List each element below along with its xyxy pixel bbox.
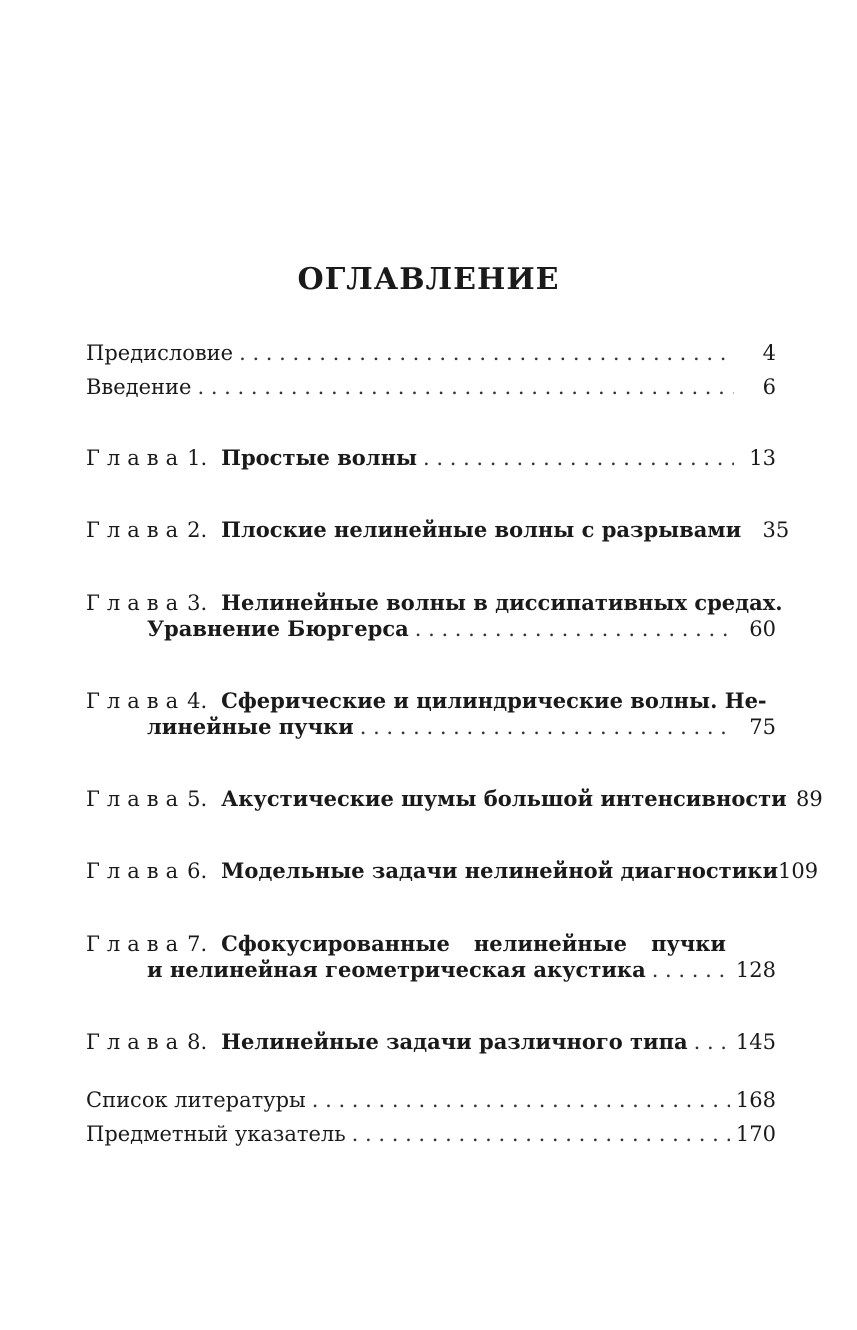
toc-page-number: 170 — [735, 1122, 776, 1146]
dot-leader — [239, 340, 734, 366]
chapter-prefix: Глава — [86, 1030, 186, 1054]
chapter-title — [221, 931, 726, 957]
chapter-title-continued: Уравнение Бюргерса — [147, 616, 409, 641]
toc-entry-chapter-3-cont[interactable] — [147, 616, 776, 642]
chapter-prefix: Глава — [86, 591, 186, 615]
chapter-title: Плоские нелинейные волны с разрывами — [221, 517, 742, 542]
chapter-number: 2. — [187, 518, 208, 542]
chapter-prefix: Глава — [86, 689, 186, 713]
chapter-number: 6. — [187, 859, 208, 883]
chapter-number: 3. — [187, 591, 208, 615]
toc-entry-label: Введение — [86, 375, 192, 399]
toc-entry-chapter-4-cont[interactable] — [147, 714, 776, 740]
chapter-prefix: Глава — [86, 518, 186, 542]
chapter-title: Простые волны — [221, 445, 418, 470]
toc-entry-chapter-5[interactable] — [86, 786, 823, 812]
chapter-title: Модельные задачи нелинейной диагностики — [221, 858, 779, 883]
dot-leader — [312, 1087, 730, 1113]
toc-entry-bibliography[interactable] — [86, 1087, 776, 1113]
chapter-title-continued: линейные пучки — [147, 714, 354, 739]
chapter-title-word: Сфокусированные — [221, 931, 450, 956]
toc-page-number: 4 — [762, 341, 776, 365]
toc-page-number: 13 — [749, 446, 776, 470]
toc-entry-chapter-4[interactable] — [86, 688, 776, 714]
chapter-prefix: Глава — [86, 787, 186, 811]
toc-entry-chapter-1[interactable] — [86, 445, 776, 471]
chapter-title: Нелинейные волны в диссипативных средах. — [221, 590, 783, 615]
toc-entry-chapter-2[interactable] — [86, 517, 790, 543]
chapter-number: 4. — [187, 689, 208, 713]
toc-entry-label: Предисловие — [86, 341, 234, 365]
chapter-number: 7. — [187, 932, 208, 956]
toc-entry-chapter-8[interactable] — [86, 1029, 776, 1055]
toc-page-number: 168 — [735, 1088, 776, 1112]
toc-page-number: 109 — [778, 859, 819, 883]
chapter-prefix: Глава — [86, 932, 186, 956]
toc-page-number: 6 — [762, 375, 776, 399]
toc-entry-label: Список литературы — [86, 1088, 306, 1112]
toc-entry-label: Предметный указатель — [86, 1122, 346, 1146]
chapter-title: Сферические и цилиндрические волны. Не- — [221, 688, 767, 713]
toc-entry-introduction[interactable] — [86, 374, 776, 400]
chapter-number: 8. — [187, 1030, 208, 1054]
chapter-prefix: Глава — [86, 446, 186, 470]
toc-page-number: 128 — [735, 958, 776, 982]
toc-page-number: 89 — [796, 787, 823, 811]
toc-page-number: 145 — [735, 1030, 776, 1054]
chapter-prefix: Глава — [86, 859, 186, 883]
dot-leader — [352, 1121, 730, 1147]
dot-leader — [415, 616, 734, 642]
chapter-number: 5. — [187, 787, 208, 811]
toc-entry-chapter-6[interactable] — [86, 858, 819, 884]
dot-leader — [652, 957, 730, 983]
chapter-title-word: пучки — [651, 931, 726, 956]
page-title: ОГЛАВЛЕНИЕ — [297, 262, 560, 297]
chapter-title: Акустические шумы большой интенсивности — [221, 786, 787, 811]
dot-leader — [197, 374, 734, 400]
toc-entry-preface[interactable] — [86, 340, 776, 366]
toc-entry-chapter-7-cont[interactable] — [147, 957, 776, 983]
toc-entry-chapter-7[interactable] — [86, 931, 776, 957]
toc-entry-subject-index[interactable] — [86, 1121, 776, 1147]
toc-page-number: 75 — [749, 715, 776, 739]
toc-entry-chapter-3[interactable] — [86, 590, 783, 616]
chapter-number: 1. — [187, 446, 208, 470]
chapter-title: Нелинейные задачи различного типа — [221, 1029, 688, 1054]
chapter-title-continued: и нелинейная геометрическая акустика — [147, 957, 646, 982]
dot-leader — [423, 445, 734, 471]
chapter-title-word: нелинейные — [473, 931, 628, 956]
dot-leader — [694, 1029, 730, 1055]
toc-page-number: 35 — [762, 518, 790, 542]
toc-page-number: 60 — [749, 617, 776, 641]
dot-leader — [360, 714, 734, 740]
